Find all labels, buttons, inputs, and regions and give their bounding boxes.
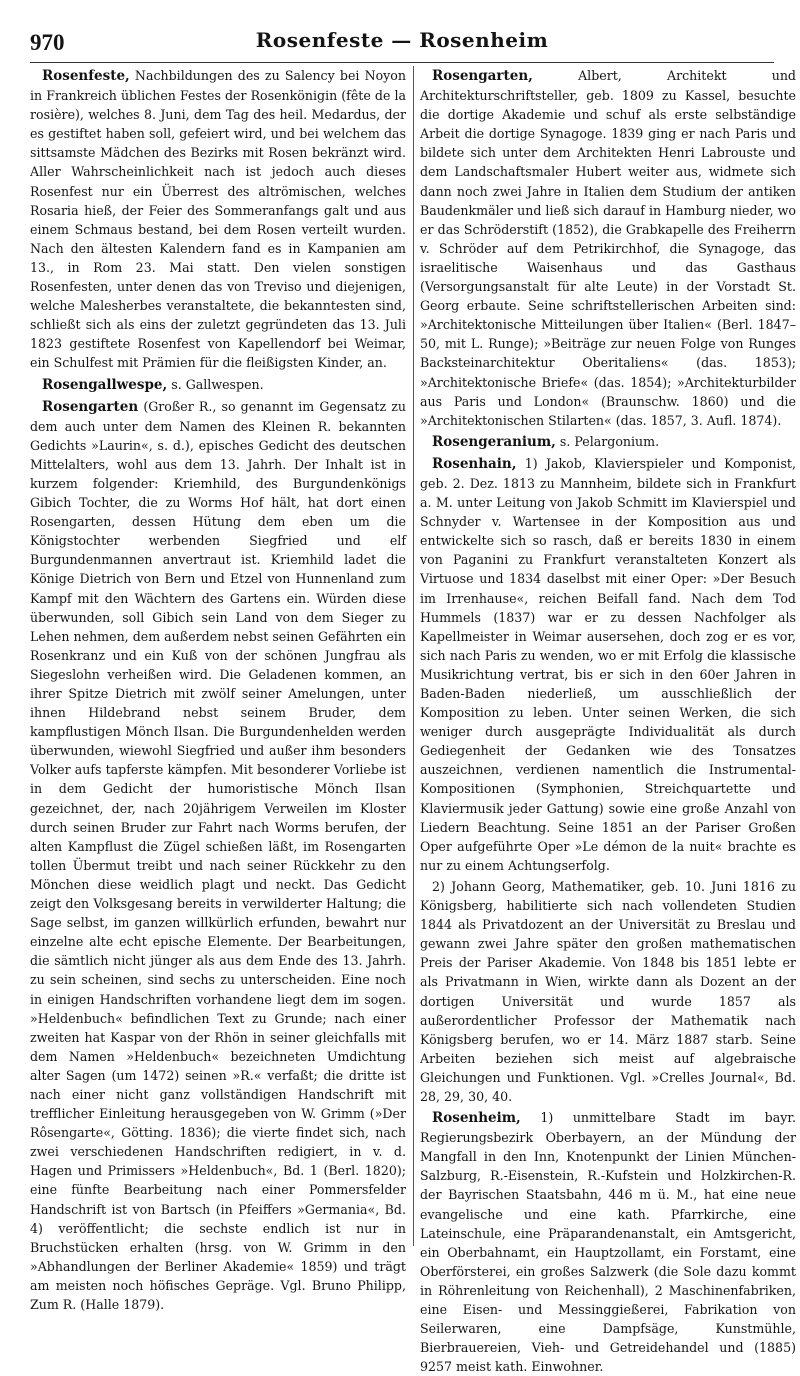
entry-rosenhain-jakob (420, 454, 796, 875)
entry-headword: Rosengarten (42, 398, 139, 415)
entry-rosengarten-poem (30, 397, 406, 1315)
entry-headword: Rosenheim, (432, 1110, 521, 1127)
page-header (30, 26, 774, 60)
entry-text: s. Gallwespen. (171, 376, 264, 392)
entry-text: Albert, Architekt und Architekturschriftsteller, geb. 1809 zu Kassel, besuchte die dortige Akademie und schuf als erste selbständige Arbeit die dortige Synagoge. 1839 ging er nach Paris und bildete sich unter dem Architekten Henri Labrouste und dem Landschaftsmaler Hubert weiter aus, widmete sich dann noch zwei Jahre in Italien dem Studium der antiken Baudenkmäler und ließ sich darauf in Hamburg nieder, wo er das Schröderstift (1852), die Grabkapelle des Freiherrn v. Schröder auf dem Petrikirchhof, die Synagoge, das israelitische Waisenhaus und das Gasthaus (Versorgungsanstalt für alte Leute) in der Vorstadt St. Georg erbaute. Seine schriftstellerischen Arbeiten sind: »Architektonische Mitteilungen über Italien« (Berl. 1847–50, mit L. Runge); »Beiträge zur neuen Folge von Runges Backsteinarchitektur Oberitaliens« (das. 1853); »Architektonische Briefe« (das. 1854); »Architekturbilder aus Paris und London« (Braunschw. 1860) und die »Architektonischen Stilarten« (das. 1857, 3. Aufl. 1874). (420, 68, 796, 428)
entry-headword: Rosengarten, (432, 68, 533, 84)
entry-text: 1) Jakob, Klavierspieler und Komponist, geb. 2. Dez. 1813 zu Mannheim, bildete sich in Frankfurt a. M. unter Leitung von Jakob Schmitt im Klavierspiel und Schnyder v. Wartensee in der Komposition aus und entwickelte sich so rasch, daß er bereits 1830 in einem von Paganini zu Frankfurt veranstalteten Konzert als Virtuose und 1834 daselbst mit einer Oper: »Der Besuch im Irrenhause«, reichen Beifall fand. Nach dem Tod Hummels (1837) war er zu dessen Nachfolger als Kapellmeister in Weimar ausersehen, doch zog er es vor, sich nach Paris zu wenden, wo er mit Erfolg die klassische Musikrichtung vertrat, bis er sich in den 60er Jahren in Baden-Baden niederließ, um ausschließlich der Komposition zu leben. Unter seinen Werken, die sich weniger durch ausgeprägte Individualität als durch Gediegenheit der Gedanken wie des Tonsatzes auszeichnen, verdienen namentlich die Instrumental-Kompositionen (Symphonien, Streichquartette und Klaviermusik jeder Gattung) sowie eine große Anzahl von Liedern Beachtung. Seine 1851 an der Pariser Großen Oper aufgeführte Oper »Le démon de la nuit« brachte es nur zu einem Achtungserfolg. (420, 455, 796, 873)
entry-headword: Rosengeranium, (432, 433, 556, 450)
page-number: 970 (30, 30, 65, 55)
entry-rosengeranium (420, 432, 796, 452)
column-divider (413, 66, 414, 1246)
entry-headword: Rosenhain, (432, 455, 517, 472)
entry-text: 1) unmittelbare Stadt im bayr. Regierungsbezirk Oberbayern, an der Mündung der Mangfall in den Inn, Knotenpunkt der Linien München-Salzburg, R.-Eisenstein, R.-Kufstein und Holzkirchen-R. der Bayrischen Staatsbahn, 446 m ü. M., hat eine neue evangelische und eine kath. Pfarrkirche, eine Lateinschule, eine Präparandenanstalt, ein Amtsgericht, ein Oberbahnamt, ein Hauptzollamt, ein Forstamt, eine Oberförsterei, ein großes Salzwerk (die Sole dazu kommt in Röhrenleitung von Reichenhall), 2 Maschinenfabriken, eine Eisen- und Messinggießerei, Fabrikation von Seilerwaren, eine Dampfsäge, Kunstmühle, Bierbrauereien, Vieh- und Getreidehandel und (1885) 9257 meist kath. Einwohner. (420, 1110, 796, 1375)
entry-headword: Rosenfeste, (42, 68, 130, 84)
entry-rosengarten-albert (420, 66, 796, 430)
right-column (420, 66, 796, 1375)
entry-text: Nachbildungen des zu Salency bei Noyon in Frankreich üblichen Festes der Rosenkönigin (fête de la rosière), welches 8. Juni, dem Tag des heil. Medardus, der es gestiftet haben soll, gefeiert wird, und bei welchem das sittsamste Mädchen des Bezirks mit Rosen bekränzt wird. Aller Wahrscheinlichkeit nach ist jedoch auch dieses Rosenfest nur ein Überrest des altrömischen, welches Rosaria hieß, der Feier des Sommeranfangs galt und aus einem Schmaus bestand, bei dem Rosen verteilt wurden. Nach den ältesten Kalendern fand es in Kampanien am 13., in Rom 23. Mai statt. Den vielen sonstigen Rosenfesten, unter denen das von Treviso und diejenigen, welche Malesherbes veranstaltete, die bekanntesten sind, schließt sich als eins der zuletzt gegründeten das 13. Juli 1823 gestiftete Rosenfest von Kapellendorf bei Weimar, ein Schulfest mit Prämien für die fleißigsten Kinder, an. (30, 68, 406, 371)
entry-headword: Rosengallwespe, (42, 376, 168, 393)
header-rule (30, 62, 774, 63)
entry-rosenfeste (30, 66, 406, 373)
entry-rosengallwespe (30, 375, 406, 395)
entry-text: 2) Johann Georg, Mathematiker, geb. 10. Juni 1816 zu Königsberg, habilitierte sich nach vollendeten Studien 1844 als Privatdozent an der Universität zu Breslau und gewann zwei Jahre später den großen mathematischen Preis der Pariser Akademie. Von 1848 bis 1851 lebte er als Privatmann in Wien, wirkte dann als Dozent an der dortigen Universität und wurde 1857 als außerordentlicher Professor der Mathematik nach Königsberg berufen, wo er 14. März 1887 starb. Seine Arbeiten beziehen sich meist auf algebraische Gleichungen und Funktionen. Vgl. »Crelles Journal«, Bd. 28, 29, 30, 40. (420, 878, 796, 1104)
left-column (30, 66, 407, 1312)
entry-rosenhain-johann (420, 877, 796, 1106)
entry-text: s. Pelargonium. (559, 433, 660, 449)
page-title: Rosenfeste — Rosenheim (255, 28, 549, 52)
entry-rosenheim (420, 1108, 796, 1376)
entry-text: (Großer R., so genannt im Gegensatz zu dem auch unter dem Namen des Kleinen R. bekannten Gedichts »Laurin«, s. d.), episches Gedicht des deutschen Mittelalters, wohl aus dem 13. Jahrh. Der Inhalt ist in kurzem folgender: Kriemhild, des Burgundenkönigs Gibich Tochter, die zu Worms Hof hält, hat dort einen Rosengarten, dessen Hütung dem eben um die Königstochter werbenden Siegfried und elf Burgundenmannen anvertraut ist. Kriemhild ladet die Könige Dietrich von Bern und Etzel von Hunnenland zum Kampf mit den Wächtern des Gartens ein. Würden diese überwunden, soll Gibich sein Land von dem Sieger zu Lehen nehmen, dem außerdem nebst seinen Gefährten ein Rosenkranz und ein Kuß von der schönen Jungfrau als Siegeslohn verheißen wird. Die Geladenen kommen, an ihrer Spitze Dietrich mit zwölf seiner Amelungen, unter ihnen Hildebrand nebst seinem Bruder, dem kampflustigen Mönch Ilsan. Die Burgundenhelden werden überwunden, wiewohl Siegfried und außer ihm besonders Volker aufs tapferste kämpfen. Mit besonderer Vorliebe ist in dem Gedicht der humoristische Mönch Ilsan gezeichnet, der, nach 20jährigem Verweilen im Kloster durch seinen Bruder zur Fahrt nach Worms berufen, der alten Kampflust die Zügel schießen läßt, im Rosengarten tollen Übermut treibt und nach seiner Rückkehr zu den Mönchen diese weidlich plagt und neckt. Das Gedicht zeigt den Volksgesang bereits in verwilderter Haltung; die Sage selbst, im ganzen willkürlich erfunden, bewahrt nur einzelne alte echt epische Elemente. Der Bearbeitungen, die sämtlich nicht jünger als aus dem Ende des 13. Jahrh. zu sein scheinen, sind sechs zu unterscheiden. Eine noch in einigen Handschriften vorhandene liegt dem im sogen. »Heldenbuch« befindlichen Text zu Grunde; nach einer zweiten hat Kaspar von der Rhön in seiner gleichfalls mit dem Namen »Heldenbuch« bezeichneten Umdichtung alter Sagen (um 1472) seinen »R.« verfaßt; die dritte ist nach einer nicht ganz vollständigen Handschrift mit trefflicher Einleitung herausgegeben von W. Grimm (»Der Rôsengarte«, Götting. 1836); die vierte findet sich, nach zwei verschiedenen Handschriften redigiert, in v. d. Hagen und Primissers »Heldenbuch«, Bd. 1 (Berl. 1820); eine fünfte Bearbeitung nach einer Pommersfelder Handschrift ist von Bartsch (in Pfeiffers »Germania«, Bd. 4) veröffentlicht; die sechste endlich ist nur in Bruchstücken erhalten (hrsg. von W. Grimm in den »Abhandlungen der Berliner Akademie« 1859) und trägt am meisten noch höfisches Gepräge. Vgl. Bruno Philipp, Zum R. (Halle 1879). (30, 398, 407, 1312)
